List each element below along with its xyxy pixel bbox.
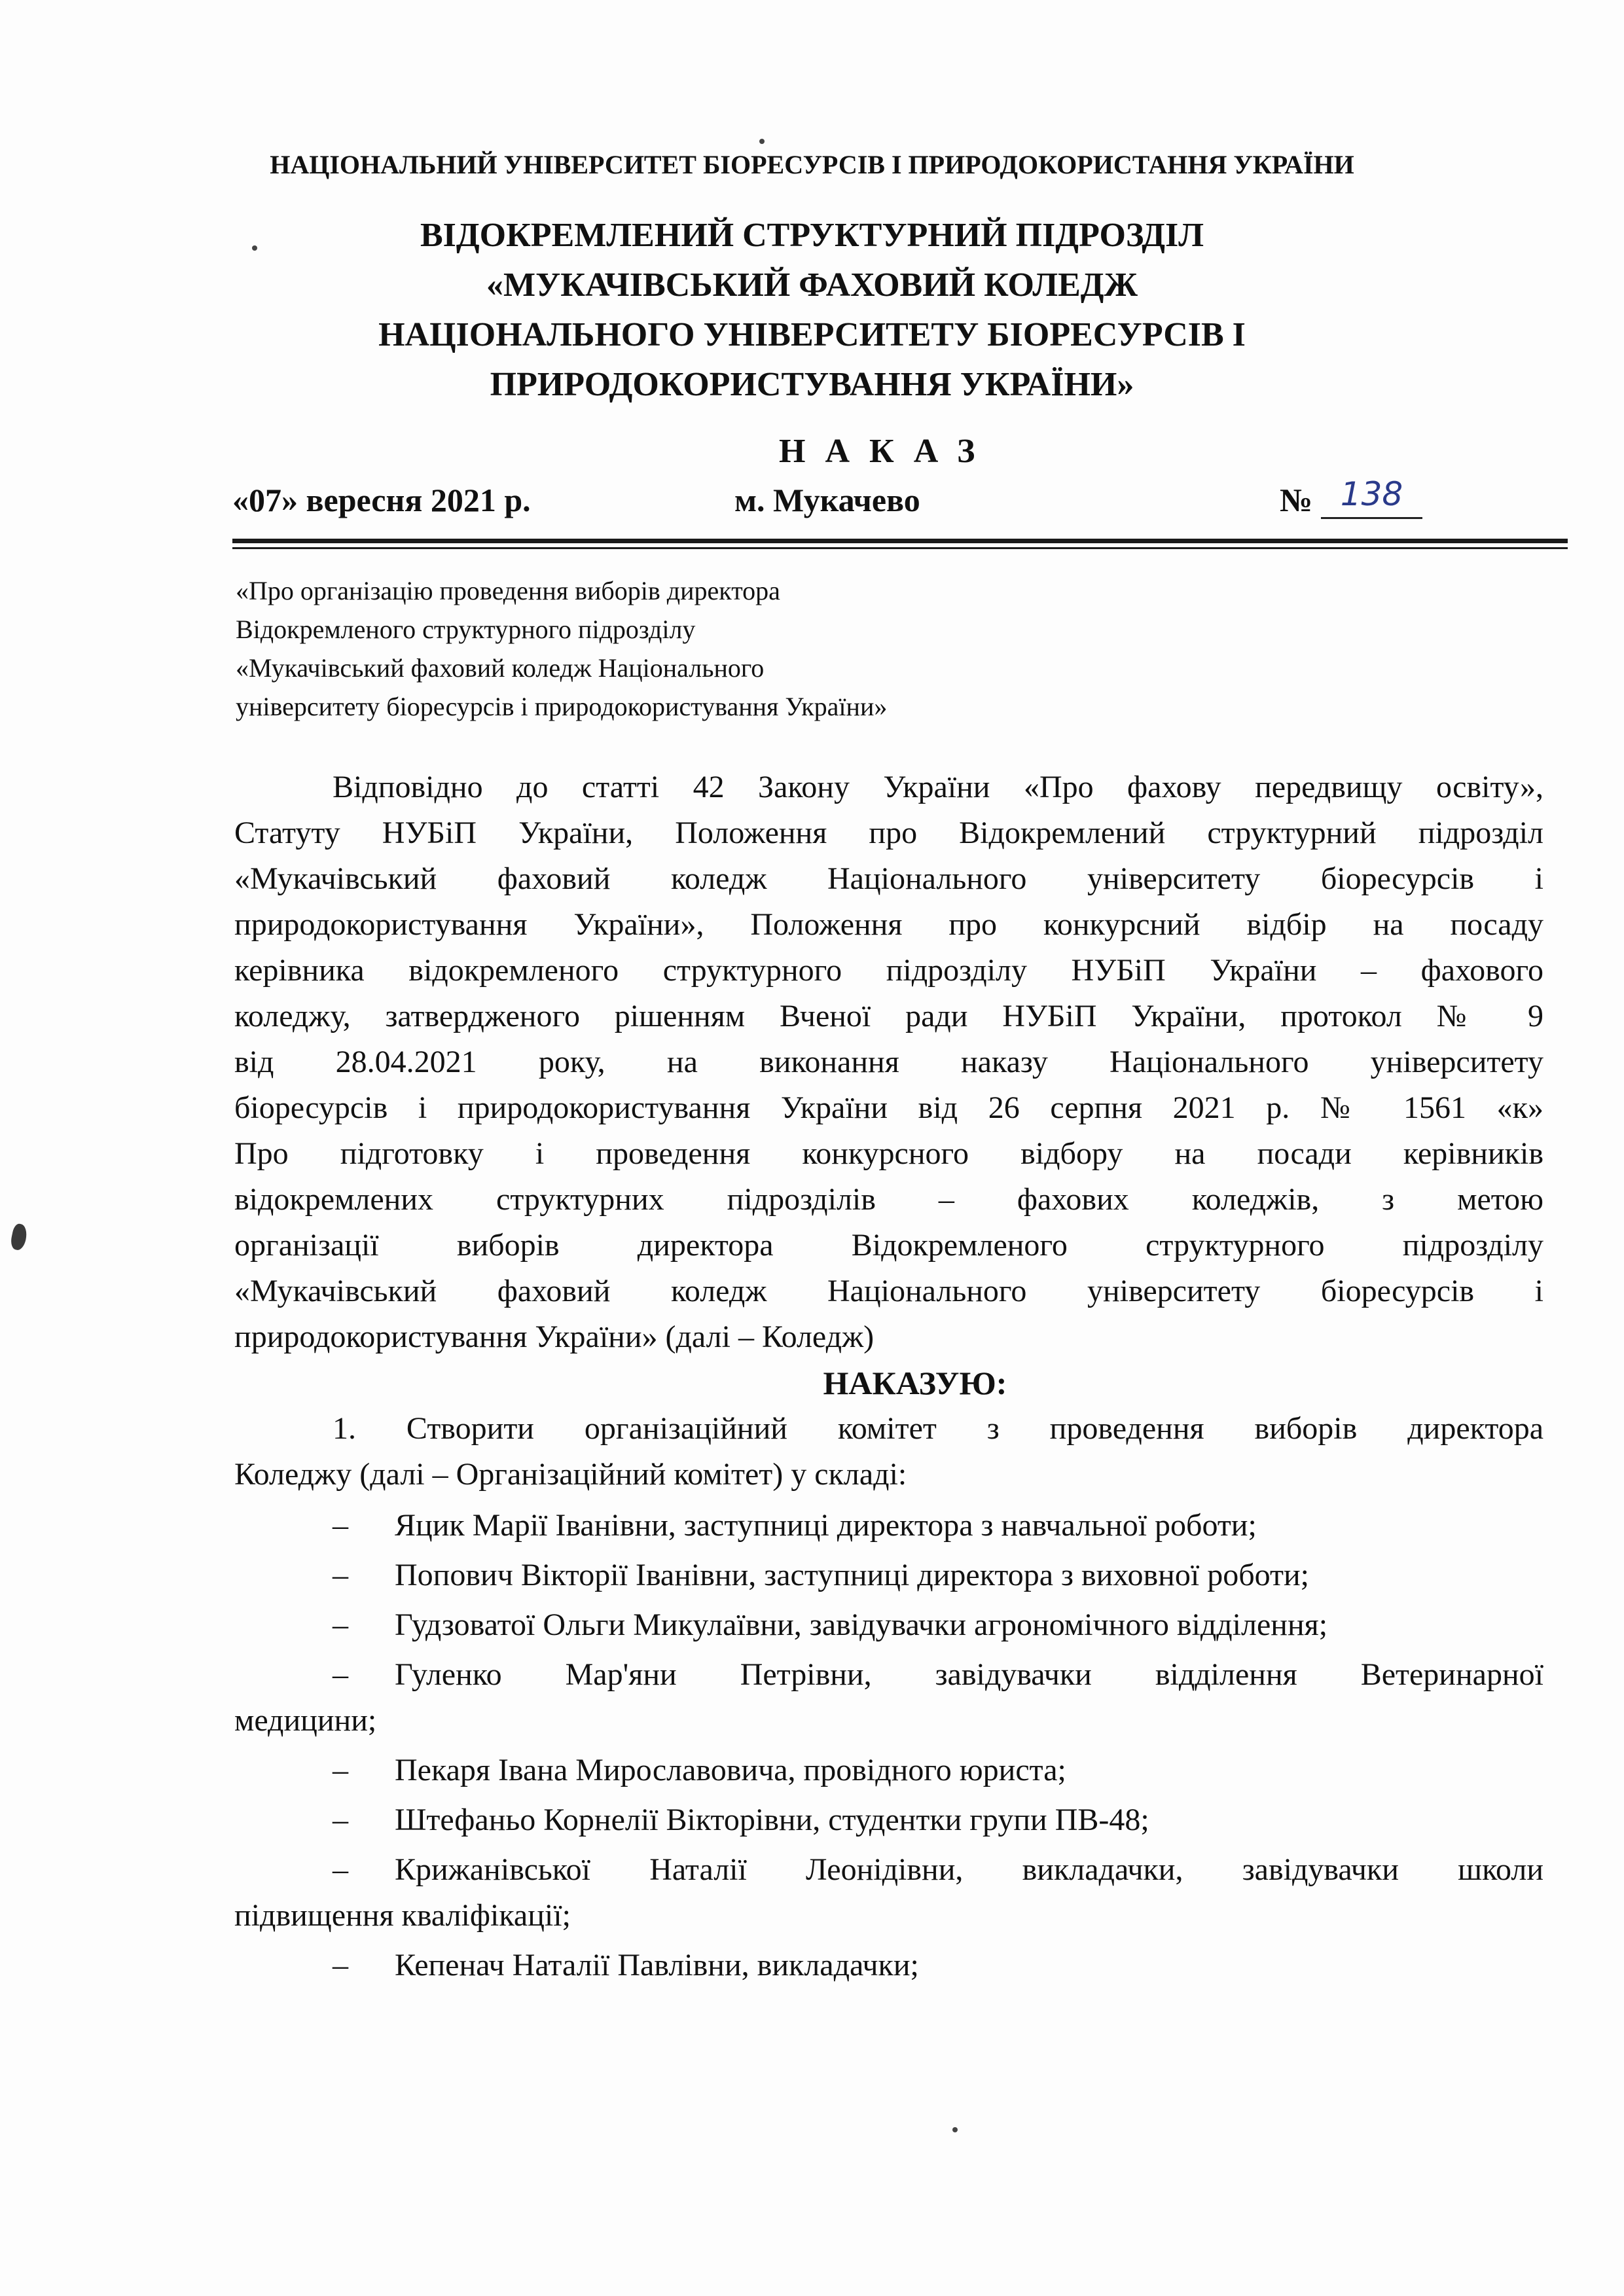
order-title: НАКАЗ: [779, 433, 995, 470]
institution-line: НАЦІОНАЛЬНОГО УНІВЕРСИТЕТУ БІОРЕСУРСІВ І: [378, 316, 1246, 353]
preamble-line: керівника відокремленого структурного підрозділу НУБіП України – фахового: [234, 953, 1543, 988]
dash-marker: –: [333, 1508, 348, 1543]
order-subject: [236, 571, 887, 726]
member-text: – Гуленко Мар'яни Петрівни, завідувачки відділення Ветеринарної: [234, 1652, 1543, 1698]
dash-marker: –: [333, 1657, 348, 1692]
preamble-line: Про підготовку і проведення конкурсного відбору на посади керівників: [234, 1136, 1543, 1171]
member-item: [234, 1503, 1543, 1549]
member-text: Штефаньо Корнелії Вікторівни, студентки групи ПВ-48;: [395, 1803, 1149, 1837]
member-text: – Крижанівської Наталії Леонідівни, викладачки, завідувачки школи: [234, 1847, 1543, 1893]
member-item: [234, 1552, 1543, 1598]
scan-speck: [252, 245, 257, 251]
member-item: [234, 1943, 1543, 1988]
preamble-line: від 28.04.2021 року, на виконання наказу Національного університету: [234, 1045, 1543, 1079]
member-text-cont: підвищення кваліфікації;: [234, 1898, 571, 1933]
member-text: Яцик Марії Іванівни, заступниці директора з навчальної роботи;: [395, 1508, 1257, 1543]
margin-ink-mark: [9, 1223, 29, 1251]
order-directive-heading: НАКАЗУЮ:: [823, 1365, 1007, 1401]
preamble-line: біоресурсів і природокористування України від 26 серпня 2021 р. № 1561 «к»: [234, 1090, 1543, 1125]
preamble-line: «Мукачівський фаховий коледж Національного університету біоресурсів і: [234, 1274, 1543, 1308]
dash-marker: –: [333, 1558, 348, 1592]
scan-speck: [759, 139, 765, 144]
member-text: Гудзоватої Ольги Микулаївни, завідувачки агрономічного відділення;: [395, 1607, 1328, 1642]
member-item: [234, 1652, 1543, 1744]
member-text-cont: медицини;: [234, 1703, 377, 1738]
preamble-line: відокремлених структурних підрозділів – фахових коледжів, з метою: [234, 1182, 1543, 1217]
order-body: [234, 764, 1543, 1988]
member-item: [234, 1602, 1543, 1648]
dash-marker: –: [333, 1753, 348, 1787]
preamble-line: природокористування України», Положення про конкурсний відбір на посаду: [234, 907, 1543, 942]
dash-marker: –: [333, 1852, 348, 1887]
institution-line: ПРИРОДОКОРИСТУВАННЯ УКРАЇНИ»: [490, 366, 1134, 403]
dash-marker: –: [333, 1948, 348, 1982]
preamble-line: Відповідно до статті 42 Закону України «Про фахову передвищу освіту»,: [333, 770, 1543, 804]
order-number-handwritten: 138: [1321, 471, 1422, 519]
dash-marker: –: [333, 1607, 348, 1642]
preamble-line: Статуту НУБіП України, Положення про Відокремлений структурний підрозділ: [234, 816, 1543, 850]
item-1-line: Коледжу (далі – Організаційний комітет) у складі:: [234, 1457, 907, 1492]
item-1-line: 1. Створити організаційний комітет з проведення виборів директора: [333, 1411, 1543, 1446]
scan-speck: [952, 2127, 958, 2132]
order-city: м. Мукачево: [734, 482, 920, 518]
subject-line: «Про організацію проведення виборів директора: [236, 576, 780, 605]
member-text: Попович Вікторії Іванівни, заступниці директора з виховної роботи;: [395, 1558, 1309, 1592]
member-text: Кепенач Наталії Павлівни, викладачки;: [395, 1948, 919, 1982]
subject-line: університету біоресурсів і природокористування України»: [236, 692, 888, 721]
institution-line: ВІДОКРЕМЛЕНИЙ СТРУКТУРНИЙ ПІДРОЗДІЛ: [420, 217, 1204, 254]
member-text: Пекаря Івана Мирославовича, провідного юриста;: [395, 1753, 1066, 1787]
institution-name: [0, 211, 1624, 410]
institution-line: «МУКАЧІВСЬКИЙ ФАХОВИЙ КОЛЕДЖ: [486, 266, 1138, 304]
preamble-line: «Мукачівський фаховий коледж Національного університету біоресурсів і: [234, 861, 1543, 896]
university-name: НАЦІОНАЛЬНИЙ УНІВЕРСИТЕТ БІОРЕСУРСІВ І ПРИРОДОКОРИСТАННЯ УКРАЇНИ: [270, 150, 1354, 179]
header-rule-thin: [232, 547, 1568, 549]
preamble-line: природокористування України» (далі – Коледж): [234, 1319, 875, 1354]
member-item: [234, 1797, 1543, 1843]
order-date: «07» вересня 2021 р.: [232, 482, 531, 518]
subject-line: «Мукачівський фаховий коледж Національного: [236, 653, 765, 683]
member-item: [234, 1847, 1543, 1939]
dash-marker: –: [333, 1803, 348, 1837]
member-item: [234, 1748, 1543, 1793]
preamble-line: організації виборів директора Відокремленого структурного підрозділу: [234, 1228, 1543, 1263]
order-number-label: №: [1280, 482, 1313, 518]
header-rule-thick: [232, 539, 1568, 543]
subject-line: Відокремленого структурного підрозділу: [236, 615, 696, 644]
preamble-line: коледжу, затвердженого рішенням Вченої ради НУБіП України, протокол № 9: [234, 999, 1543, 1033]
